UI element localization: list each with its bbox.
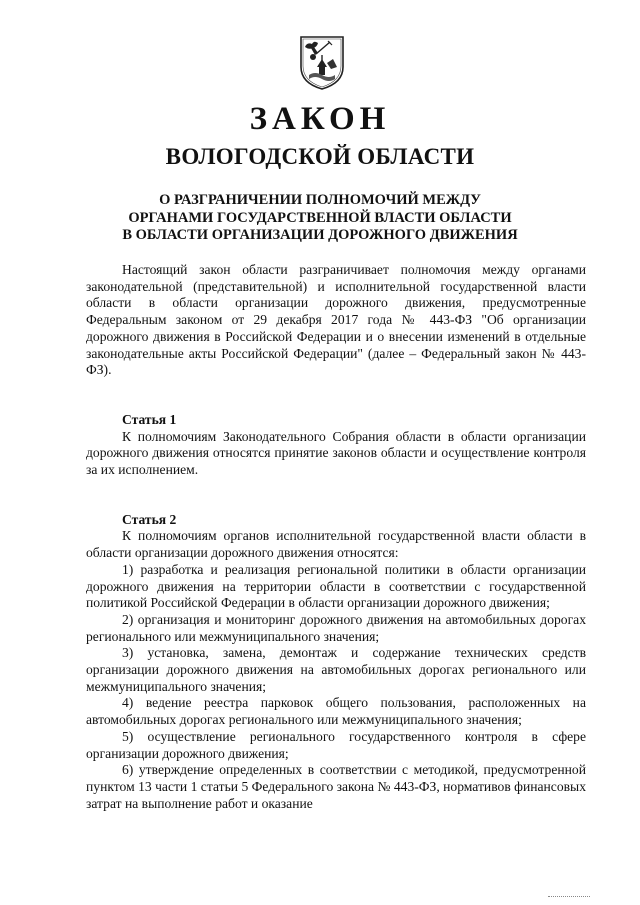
document-subtitle: ВОЛОГОДСКОЙ ОБЛАСТИ xyxy=(165,144,475,169)
law-heading xyxy=(60,192,580,245)
law-heading-line: В ОБЛАСТИ ОРГАНИЗАЦИИ ДОРОЖНОГО ДВИЖЕНИЯ xyxy=(122,227,518,243)
article-2-item: 5) осуществление регионального государственного контроля в сфере организации дорожного движения; xyxy=(86,728,586,761)
article-2-intro: К полномочиям органов исполнительной государственной власти области в области организации дорожного движения относятся: xyxy=(86,528,586,561)
article-2-item: 6) утверждение определенных в соответствии с методикой, предусмотренной пунктом 13 части 1 статьи 5 Федерального закона № 443-ФЗ, нормативов финансовых затрат на выполнение работ и оказание xyxy=(86,762,586,811)
preamble-paragraph: Настоящий закон области разграничивает полномочия между органами законодательной (представительной) и исполнительной государственной власти области в области организации дорожного движения, предусмотренные Федеральным законом от 29 декабря 2017 года № 443-ФЗ "Об организации дорожного движения в Российской Федерации и о внесении изменений в отдельные законодательные акты Российской Федерации" (далее – Федеральный закон № 443-ФЗ). xyxy=(86,262,586,378)
article-2-item: 3) установка, замена, демонтаж и содержание технических средств организации дорожного движения на автомобильных дорогах регионального или межмуниципального значения; xyxy=(86,645,586,694)
article-2-item: 4) ведение реестра парковок общего пользования, расположенных на автомобильных дорогах регионального или межмуниципального значения; xyxy=(86,695,586,728)
law-heading-line: ОРГАНАМИ ГОСУДАРСТВЕННОЙ ВЛАСТИ ОБЛАСТИ xyxy=(128,209,512,226)
article-2-item: 2) организация и мониторинг дорожного движения на автомобильных дорогах регионального или межмуниципального значения; xyxy=(86,611,586,644)
footer-mark xyxy=(548,896,590,900)
document-title: ЗАКОН xyxy=(249,101,391,137)
coat-of-arms-icon xyxy=(297,33,347,91)
article-2-heading: Статья 2 xyxy=(122,511,177,527)
article-2-item: 1) разработка и реализация региональной политики в области организации дорожного движения на территории области в соответствии с государственной политикой Российской Федерации в области организации дорожного движения; xyxy=(86,561,586,611)
article-1-heading: Статья 1 xyxy=(122,411,177,427)
article-1-text: К полномочиям Законодательного Собрания области в области организации дорожного движения относятся принятие законов области и осуществление контроля за их исполнением. xyxy=(86,428,586,478)
document-body xyxy=(86,262,586,812)
law-heading-line: О РАЗГРАНИЧЕНИИ ПОЛНОМОЧИЙ МЕЖДУ xyxy=(159,192,481,208)
